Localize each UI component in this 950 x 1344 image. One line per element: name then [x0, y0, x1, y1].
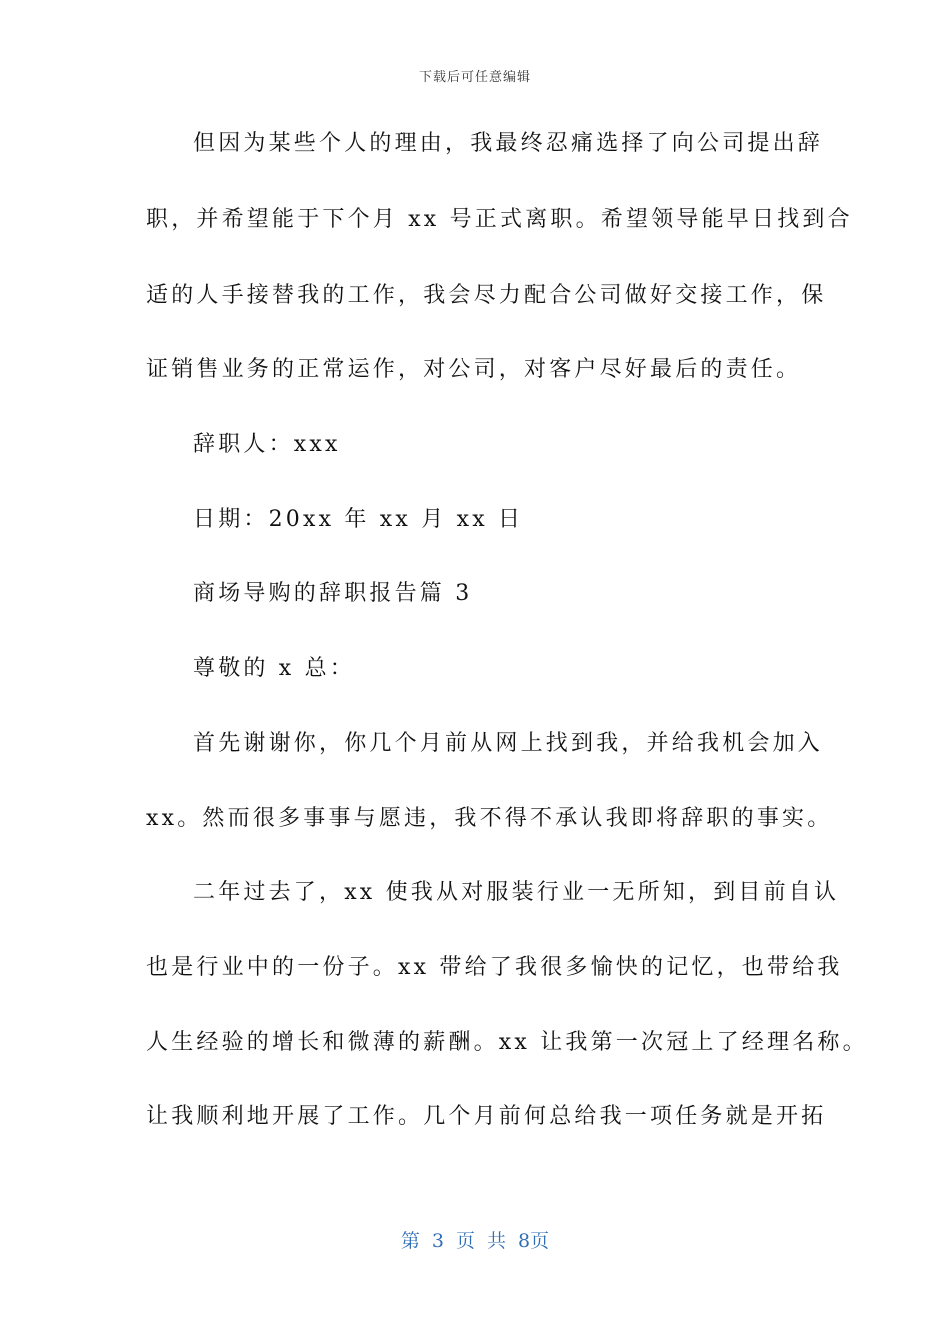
signer-line: 辞职人：xxx: [193, 432, 341, 457]
page-header: 下载后可任意编辑: [418, 70, 531, 85]
paragraph-line: 首先谢谢你，你几个月前从网上找到我，并给我机会加入: [193, 731, 824, 756]
salutation-line: 尊敬的 x 总：: [193, 656, 355, 681]
paragraph-line: 适的人手接替我的工作，我会尽力配合公司做好交接工作，保: [146, 283, 827, 308]
current-page-number: 3: [431, 1230, 444, 1252]
paragraph-line: xx。然而很多事事与愿违，我不得不承认我即将辞职的事实。: [146, 806, 833, 831]
page-footer: [0, 1226, 950, 1253]
paragraph-line: 让我顺利地开展了工作。几个月前何总给我一项任务就是开拓: [146, 1104, 827, 1129]
footer-total-prefix: 共: [487, 1230, 507, 1252]
paragraph-line: 二年过去了，xx 使我从对服装行业一无所知，到目前自认: [193, 880, 840, 905]
paragraph-line: 证销售业务的正常运作，对公司，对客户尽好最后的责任。: [146, 357, 802, 382]
total-pages: 8页: [518, 1230, 550, 1252]
footer-page-label: 页: [455, 1230, 475, 1252]
paragraph-line: 人生经验的增长和微薄的薪酬。xx 让我第一次冠上了经理名称。: [146, 1030, 868, 1055]
paragraph-line: 也是行业中的一份子。xx 带给了我很多愉快的记忆，也带给我: [146, 955, 843, 980]
footer-prefix: 第: [400, 1230, 420, 1252]
paragraph-line: 但因为某些个人的理由，我最终忍痛选择了向公司提出辞: [193, 131, 824, 156]
date-line: 日期：20xx 年 xx 月 xx 日: [193, 507, 524, 532]
section-title: 商场导购的辞职报告篇 3: [193, 581, 473, 606]
paragraph-line: 职，并希望能于下个月 xx 号正式离职。希望领导能早日找到合: [146, 207, 853, 232]
